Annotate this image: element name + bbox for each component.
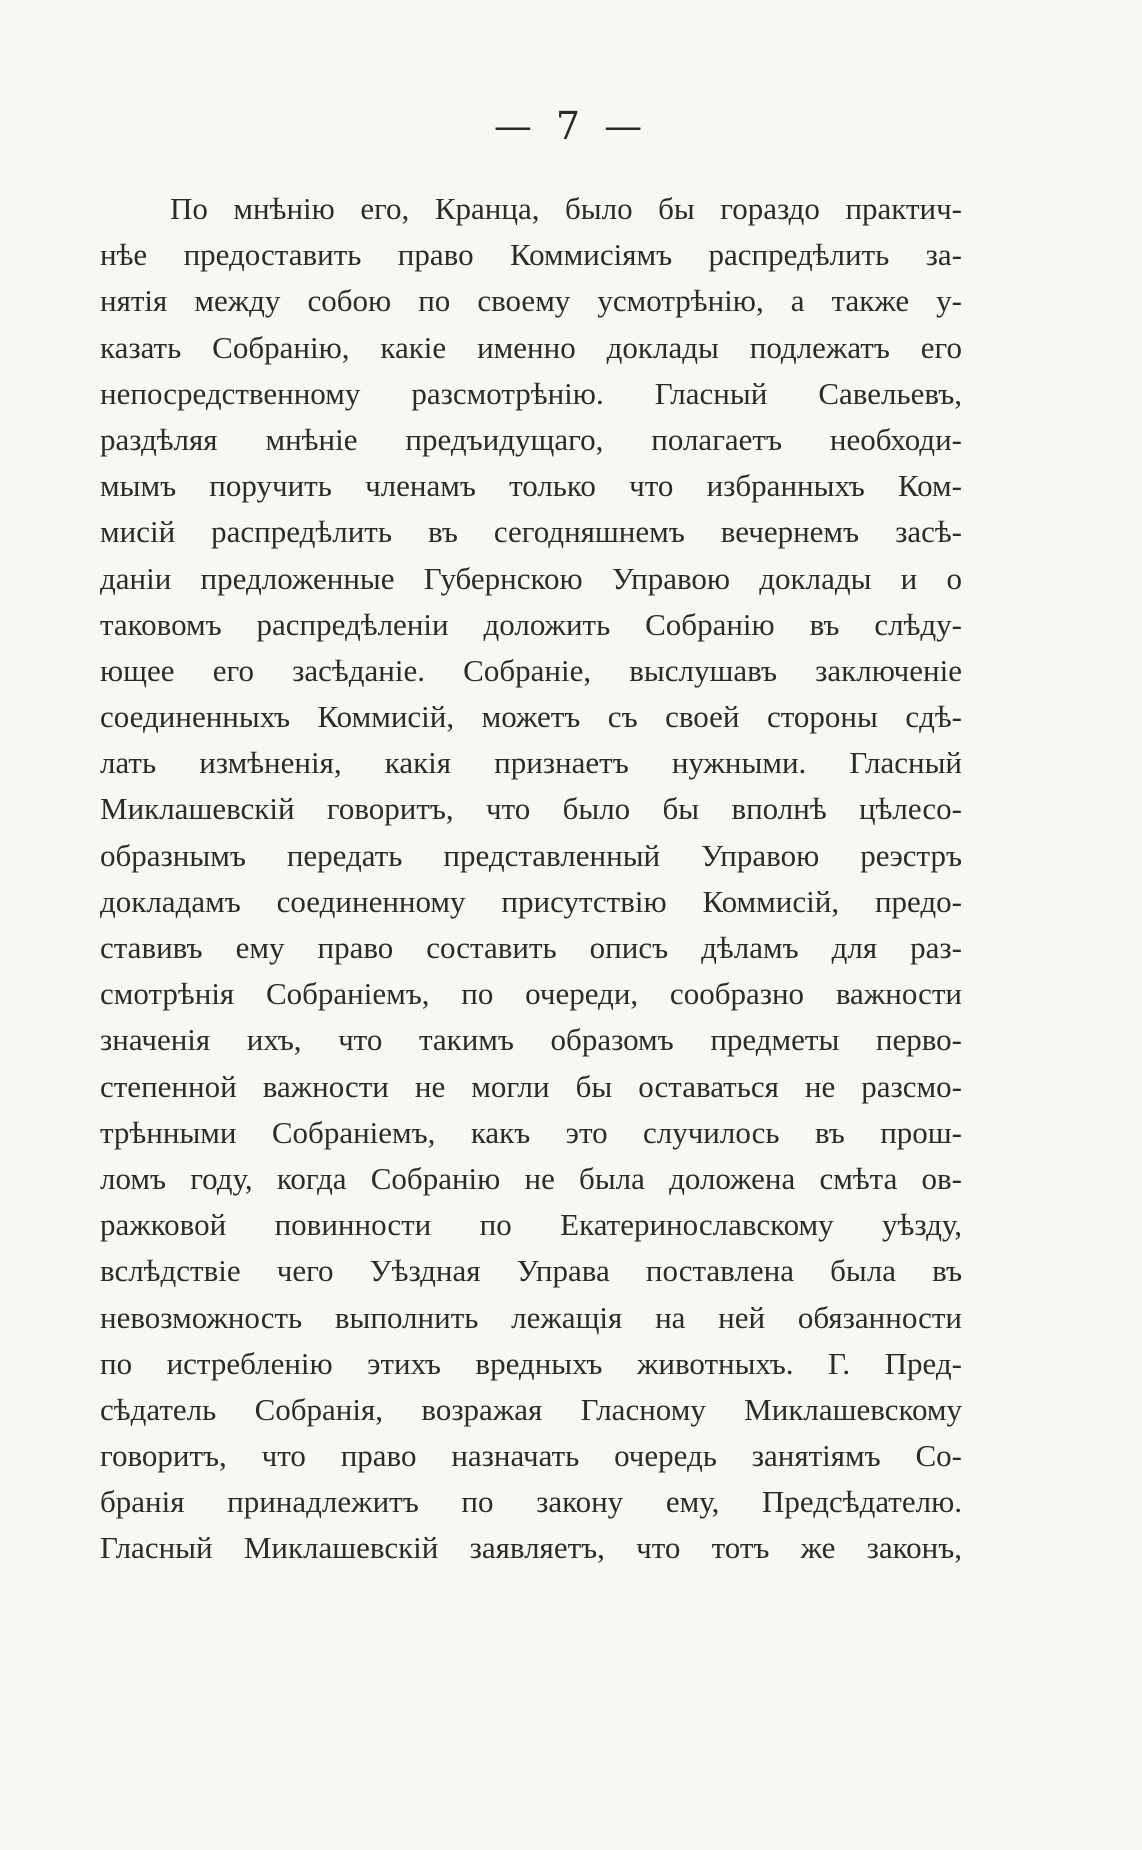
text-line: нѣе предоставить право Коммисіямъ распредѣлить за- — [100, 237, 962, 273]
text-line: значенія ихъ, что такимъ образомъ предметы перво- — [100, 1022, 962, 1058]
text-line: раздѣляя мнѣніе предъидущаго, полагаетъ необходи- — [100, 421, 962, 457]
text-line: образнымъ передать представленный Управою реэстръ — [100, 837, 962, 873]
text-line: соединенныхъ Коммисій, можетъ съ своей стороны сдѣ- — [100, 699, 962, 735]
text-line: бранія принадлежитъ по закону ему, Предсѣдателю. — [100, 1484, 962, 1520]
text-line: таковомъ распредѣленіи доложить Собранію въ слѣду- — [100, 606, 962, 642]
text-line: смотрѣнія Собраніемъ, по очереди, сообразно важности — [100, 976, 962, 1012]
text-line: трѣнными Собраніемъ, какъ это случилось въ прош- — [100, 1114, 962, 1150]
text-line: ломъ году, когда Собранію не была доложена смѣта ов- — [100, 1160, 962, 1196]
text-line: нятія между собою по своему усмотрѣнію, а также у- — [100, 283, 962, 319]
text-line: невозможность выполнить лежащія на ней обязанности — [100, 1299, 962, 1335]
text-line: Миклашевскій говоритъ, что было бы вполнѣ цѣлесо- — [100, 791, 962, 827]
text-line: мымъ поручить членамъ только что избранныхъ Ком- — [100, 468, 962, 504]
text-line: По мнѣнію его, Кранца, было бы гораздо практич- — [170, 191, 962, 226]
text-line: ющее его засѣданіе. Собраніе, выслушавъ заключеніе — [100, 652, 962, 688]
text-line: лать измѣненія, какія признаетъ нужными. Гласный — [100, 745, 962, 781]
page-number: — 7 — — [493, 104, 649, 148]
body-text — [100, 186, 962, 1572]
text-line: Гласный Миклашевскій заявляетъ, что тотъ же законъ, — [100, 1530, 962, 1566]
text-line: докладамъ соединенному присутствію Коммисій, предо- — [100, 883, 962, 919]
text-line: даніи предложенные Губернскою Управою доклады и о — [100, 560, 962, 596]
text-line: степенной важности не могли бы оставаться не разсмо- — [100, 1068, 962, 1104]
text-line: мисій распредѣлить въ сегодняшнемъ вечернемъ засѣ- — [100, 514, 962, 550]
text-line: вслѣдствіе чего Уѣздная Управа поставлена была въ — [100, 1253, 962, 1289]
text-line: ставивъ ему право составить описъ дѣламъ для раз- — [100, 930, 962, 965]
text-line: ражковой повинности по Екатеринославскому уѣзду, — [100, 1207, 962, 1243]
text-line: непосредственному разсмотрѣнію. Гласный Савельевъ, — [100, 375, 962, 411]
text-line: по истребленію этихъ вредныхъ животныхъ. Г. Пред- — [100, 1345, 962, 1381]
text-line: сѣдатель Собранія, возражая Гласному Миклашевскому — [100, 1391, 962, 1427]
text-line: говоритъ, что право назначать очередь занятіямъ Со- — [100, 1438, 962, 1474]
text-line: казать Собранію, какіе именно доклады подлежатъ его — [100, 329, 962, 365]
